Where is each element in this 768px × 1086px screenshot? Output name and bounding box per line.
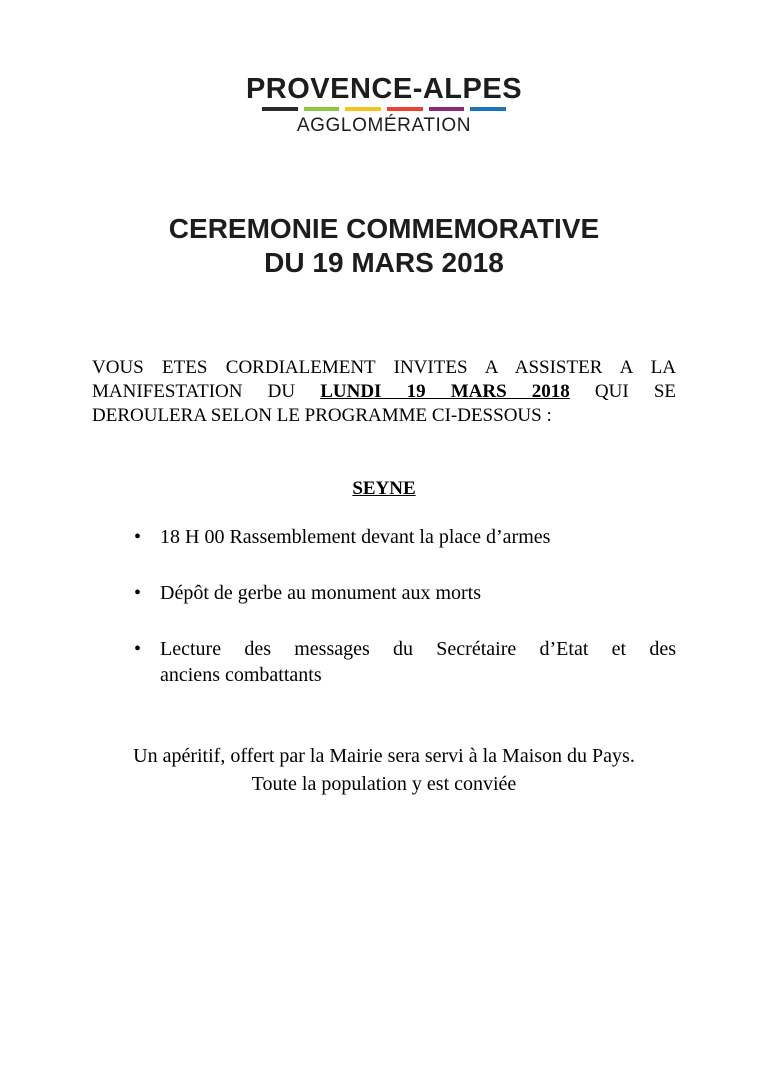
bullet-icon: • [134, 526, 142, 548]
intro-line-2-start: MANIFESTATION DU [92, 381, 321, 402]
logo-bar-1 [262, 107, 298, 111]
logo [0, 72, 768, 138]
intro-line-2 [92, 380, 676, 404]
program-item-3-line-1: Lecture des messages du Secrétaire d’Etat et des [160, 638, 676, 660]
logo-bar-2 [304, 107, 340, 111]
invitation-paragraph [92, 356, 676, 428]
bullet-icon: • [134, 638, 142, 660]
logo-bar-4 [387, 107, 423, 111]
list-item [134, 524, 676, 550]
intro-line-3: DEROULERA SELON LE PROGRAMME CI-DESSOUS : [92, 405, 552, 426]
bullet-icon: • [134, 582, 142, 604]
event-date: LUNDI 19 MARS 2018 [320, 381, 570, 402]
document-title [0, 212, 768, 280]
logo-bar-5 [429, 107, 465, 111]
program-list [134, 524, 676, 688]
footer-line-1: Un apéritif, offert par la Mairie sera servi à la Maison du Pays. [133, 745, 635, 767]
program-item-3-line-2: anciens combattants [160, 664, 322, 686]
logo-bar-3 [345, 107, 381, 111]
footer-line-2: Toute la population y est conviée [251, 773, 517, 795]
intro-line-2-end: QUI SE [569, 381, 676, 402]
logo-title: PROVENCE-ALPES [245, 73, 523, 105]
footer-note [0, 742, 768, 798]
program-item-2: Dépôt de gerbe au monument aux morts [160, 582, 482, 604]
logo-color-bars [262, 107, 506, 111]
location-heading: SEYNE [352, 478, 416, 499]
list-item [134, 580, 676, 606]
title-line-2: DU 19 MARS 2018 [264, 247, 504, 278]
list-item [134, 636, 676, 688]
logo-bar-6 [470, 107, 506, 111]
logo-subtitle: AGGLOMÉRATION [296, 115, 472, 136]
intro-line-1: VOUS ETES CORDIALEMENT INVITES A ASSISTER A LA [92, 357, 676, 378]
program-item-1: 18 H 00 Rassemblement devant la place d’armes [160, 526, 551, 548]
title-line-1: CEREMONIE COMMEMORATIVE [168, 213, 600, 244]
